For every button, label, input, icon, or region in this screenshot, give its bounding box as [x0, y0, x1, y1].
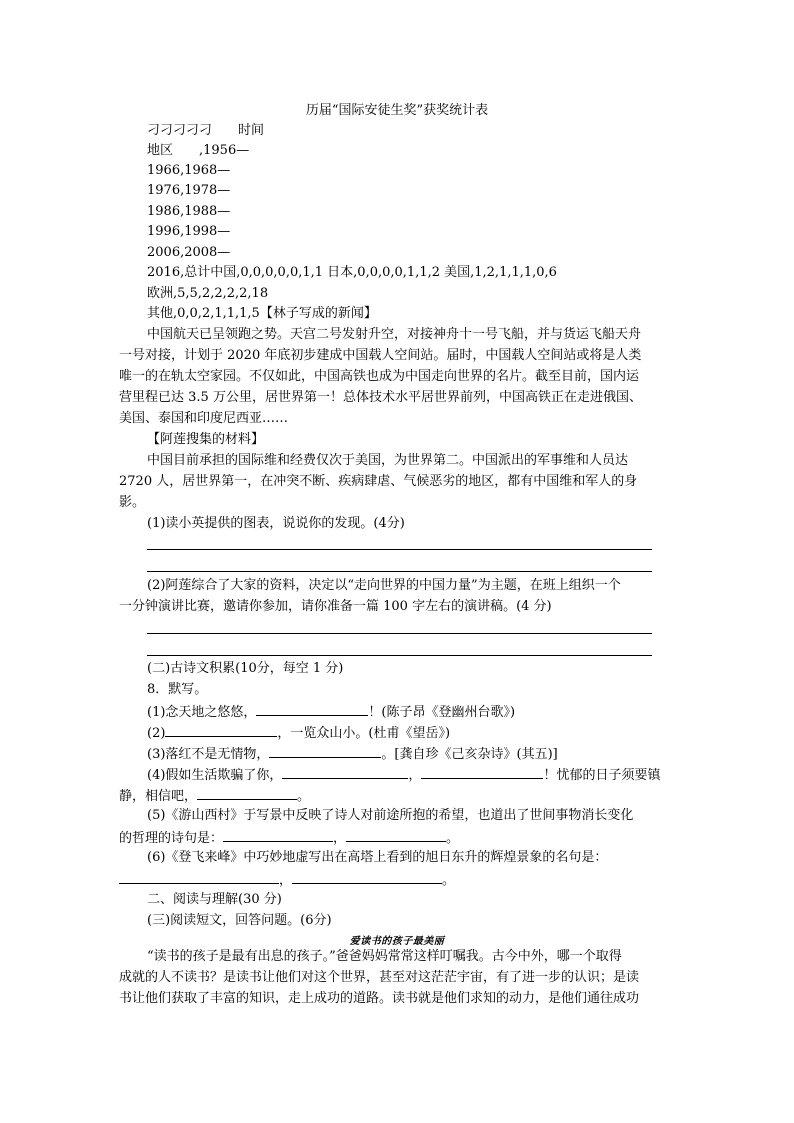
- material-line: 2720 人，居世界第一，在冲突不断、疾病肆虐、气候恶劣的地区，都有中国维和军人的身: [119, 474, 638, 489]
- answer-line[interactable]: [147, 655, 652, 656]
- dictation-text: ！(陈子昂《登幽州台歌》): [368, 705, 516, 720]
- dictation-text: 。: [446, 831, 460, 846]
- section-short: (三)阅读短文，回答问题。(6分): [147, 913, 332, 928]
- material-line: 中国目前承担的国际维和经费仅次于美国，为世界第二。中国派出的军事维和人员达: [147, 453, 629, 468]
- dictation-1: [147, 701, 687, 723]
- dictation-text: 。[龚自珍《己亥杂诗》(其五)]: [381, 747, 558, 762]
- dictation-3: [147, 743, 687, 765]
- table-line: 其他,0,0,2,1,1,1,5【林子写成的新闻】: [147, 306, 377, 321]
- dictation-text: ，: [408, 768, 422, 783]
- fill-blank[interactable]: [223, 827, 333, 842]
- fill-blank[interactable]: [346, 827, 446, 842]
- dictation-text: 。: [442, 873, 456, 888]
- article-line: 书让他们获取了丰富的知识，走上成功的道路。读书就是他们求知的动力，是他们通往成功: [119, 991, 640, 1006]
- fill-blank[interactable]: [256, 701, 368, 716]
- dictation-6: (6)《登飞来峰》中巧妙地虚写出在高塔上看到的旭日东升的辉煌景象的名句是：: [147, 850, 608, 865]
- fill-blank[interactable]: [292, 869, 442, 884]
- section-ancient: (二)古诗文积累(10分，每空 1 分): [147, 661, 344, 676]
- news-paragraph-line: 美国、泰国和印度尼西亚……: [119, 411, 289, 426]
- news-paragraph-line: 唯一的在轨太空家园。不仅如此，中国高铁也成为中国走向世界的名片。截至目前，国内运: [119, 369, 640, 384]
- table-title: 历届“国际安徒生奖”获奖统计表: [305, 103, 489, 118]
- dictation-4: [147, 764, 687, 786]
- article-line: “读书的孩子是最有出息的孩子。”爸爸妈妈常常这样叮嘱我。古今中外，哪一个取得: [147, 949, 622, 964]
- table-line: 2016,总计中国,0,0,0,0,0,1,1 日本,0,0,0,0,1,1,2 美国,1,2,1,1,1,0,6: [147, 265, 557, 280]
- dictation-text: 。: [297, 789, 311, 804]
- table-line: 地区 ,1956—: [147, 143, 250, 158]
- table-line: 1996,1998—: [147, 224, 231, 239]
- news-paragraph-line: 营里程已达 3.5 万公里，居世界第一！总体技术水平居世界前列，中国高铁正在走进俄国、: [119, 390, 642, 405]
- answer-line[interactable]: [147, 549, 652, 550]
- dictation-6-cont: [119, 869, 659, 891]
- question-2: (2)阿莲综合了大家的资料，决定以“走向世界的中国力量”为主题，在班上组织一个: [147, 578, 621, 593]
- question-8: 8．默写。: [147, 682, 208, 697]
- dictation-text: (1)念天地之悠悠，: [147, 705, 257, 720]
- dictation-2: [147, 722, 687, 744]
- answer-line[interactable]: [147, 571, 652, 572]
- article-title: 爱读书的孩子最美丽: [349, 936, 445, 947]
- answer-line[interactable]: [147, 633, 652, 634]
- dictation-text: (2): [147, 726, 166, 741]
- table-line: 1976,1978—: [147, 183, 231, 198]
- fill-blank[interactable]: [421, 764, 543, 779]
- fill-blank[interactable]: [165, 722, 277, 737]
- material-line: 影。: [119, 495, 146, 510]
- dictation-5: (5)《游山西村》于写景中反映了诗人对前途所抱的希望，也道出了世间事物消长变化: [147, 808, 634, 823]
- table-line: 刁刁刁刁刁 时间: [147, 123, 265, 138]
- question-1: (1)读小英提供的图表，说说你的发现。(4分): [147, 516, 405, 531]
- news-paragraph-line: 一号对接，计划于 2020 年底初步建成中国载人空间站。届时，中国载人空间站或将是人类: [119, 348, 642, 363]
- fill-blank[interactable]: [197, 785, 297, 800]
- question-2: 一分钟演讲比赛，邀请你参加，请你准备一篇 100 字左右的演讲稿。(4 分): [119, 599, 552, 614]
- news-paragraph-line: 中国航天已呈领跑之势。天宫二号发射升空，对接神舟十一号飞船，并与货运飞船天舟: [147, 327, 642, 342]
- dictation-text: ，: [333, 831, 347, 846]
- dictation-text: 的哲理的诗句是：: [119, 831, 224, 846]
- dictation-text: (4)假如生活欺骗了你，: [147, 768, 283, 783]
- dictation-text: ，一览众山小。(杜甫《望岳》): [277, 726, 451, 741]
- material-heading: 【阿莲搜集的材料】: [147, 432, 265, 447]
- fill-blank[interactable]: [269, 743, 381, 758]
- table-line: 1986,1988—: [147, 204, 231, 219]
- dictation-text: ！忧郁的日子须要镇: [543, 768, 661, 783]
- table-line: 欧洲,5,5,2,2,2,2,18: [147, 286, 269, 301]
- table-line: 1966,1968—: [147, 163, 231, 178]
- fill-blank[interactable]: [119, 869, 279, 884]
- dictation-text: ，: [279, 873, 293, 888]
- dictation-5-cont: [119, 827, 659, 849]
- table-line: 2006,2008—: [147, 245, 231, 260]
- section-reading: 二、阅读与理解(30 分): [147, 892, 282, 907]
- dictation-4-cont: [119, 785, 659, 807]
- article-line: 成就的人不读书？是读书让他们对这个世界，甚至对这茫茫宇宙，有了进一步的认识；是读: [119, 970, 640, 985]
- dictation-text: 静，相信吧，: [119, 789, 198, 804]
- fill-blank[interactable]: [282, 764, 408, 779]
- dictation-text: (3)落红不是无情物，: [147, 747, 270, 762]
